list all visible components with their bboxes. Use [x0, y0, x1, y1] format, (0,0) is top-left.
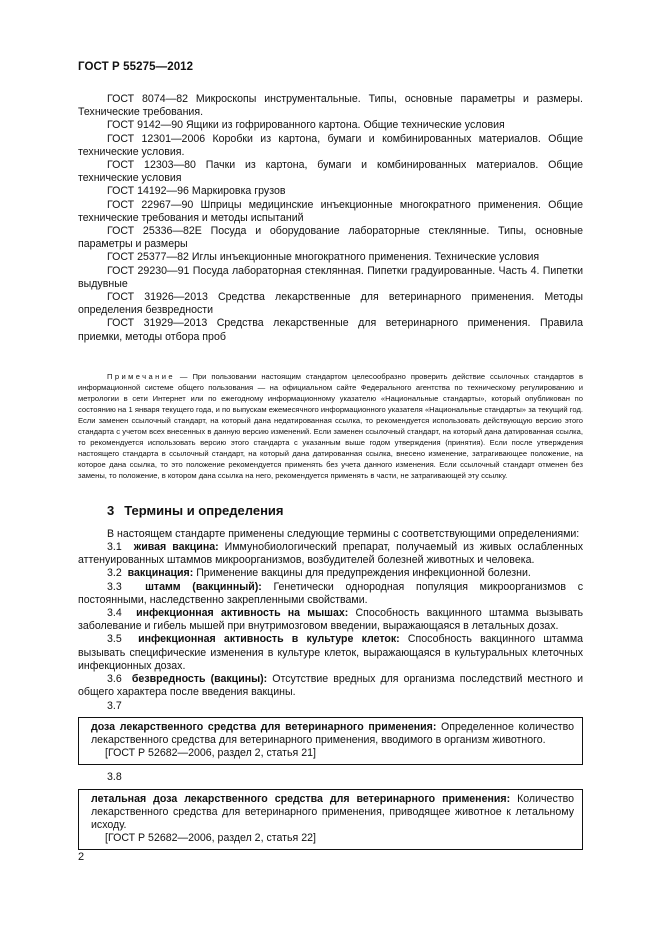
reference-item: ГОСТ 31929—2013 Средства лекарственные для ветеринарного применения. Правила приемки, методы отбора проб — [78, 317, 583, 343]
term-number: 3.4 — [107, 607, 122, 620]
page-content — [78, 93, 583, 856]
term-name: доза лекарственного средства для ветеринарного применения: — [91, 720, 437, 733]
reference-item: ГОСТ 31926—2013 Средства лекарственные для ветеринарного применения. Методы определения безвредности — [78, 291, 583, 317]
term-name: штамм (вакцинный): — [145, 580, 262, 593]
term-number: 3.1 — [107, 541, 122, 554]
term-definition: Иммунобиологический препарат, получаемый из живых ослабленных аттенуированных штаммов микроорганизмов, возбудителей болезней животных и человека. — [78, 541, 583, 567]
boxed-term-number: 3.8 — [107, 771, 122, 784]
term-definition: Применение вакцины для предупреждения инфекционной болезни. — [193, 567, 531, 580]
term-source: [ГОСТ Р 52682—2006, раздел 2, статья 22] — [105, 832, 316, 845]
term-definition: Генетически однородная популяция микроорганизмов с постоянными, наследственно закрепленными свойствами. — [78, 580, 583, 606]
section-heading — [107, 503, 583, 518]
term-name: живая вакцина: — [133, 541, 219, 554]
boxed-term — [78, 789, 583, 851]
reference-item: ГОСТ 12303—80 Пачки из картона, бумаги и комбинированных материалов. Общие технические условия — [78, 159, 583, 185]
term-definition: Количество лекарственного средства для ветеринарного применения, приводящее животное к летальному исходу. — [91, 792, 574, 831]
section-intro: В настоящем стандарте применены следующие термины с соответствующими определениями: — [107, 527, 580, 540]
note-label: Примечание — [107, 371, 175, 381]
term-source: [ГОСТ Р 52682—2006, раздел 2, статья 21] — [105, 747, 316, 760]
boxed-term-text — [91, 721, 574, 747]
term-name: безвредность (вакцины): — [131, 673, 268, 686]
boxed-term-text — [91, 793, 574, 833]
normative-references-list — [78, 93, 583, 344]
term-number: 3.2 — [107, 567, 122, 580]
boxed-term — [78, 717, 583, 766]
page-number: 2 — [78, 851, 85, 863]
reference-item: ГОСТ 8074—82 Микроскопы инструментальные. Типы, основные параметры и размеры. Технические требования. — [78, 93, 583, 119]
term-definition: Определенное количество лекарственного средства для ветеринарного применения, вводимого в организм животного. — [91, 720, 574, 746]
term-name: инфекционная активность на мышах: — [136, 607, 349, 620]
term-entry — [78, 607, 583, 633]
reference-item: ГОСТ 25336—82Е Посуда и оборудование лабораторные стеклянные. Типы, основные параметры и размеры — [78, 225, 583, 251]
reference-item: ГОСТ 29230—91 Посуда лабораторная стеклянная. Пипетки градуированные. Часть 4. Пипетки выдувные — [78, 264, 583, 290]
reference-item: ГОСТ 9142—90 Ящики из гофрированного картона. Общие технические условия — [107, 119, 505, 132]
term-name: инфекционная активность в культуре клеток: — [138, 633, 400, 646]
reference-item: ГОСТ 22967—90 Шприцы медицинские инъекционные многократного применения. Общие технические требования и методы испытаний — [78, 198, 583, 224]
term-entry — [78, 541, 583, 567]
term-definition: Способность вакцинного штамма вызывать специфические изменения в культуре клеток, выражающаяся в культуральных клеточных инфекционных дозах. — [78, 633, 584, 672]
section-title: Термины и определения — [124, 502, 284, 518]
term-number: 3.3 — [107, 580, 122, 593]
term-number: 3.5 — [107, 633, 122, 646]
term-definition: Отсутствие вредных для организма последствий местного и общего характера после введения вакцины. — [78, 673, 584, 699]
term-name: вакцинация: — [127, 567, 194, 580]
reference-item: ГОСТ 12301—2006 Коробки из картона, бумаги и комбинированных материалов. Общие технические условия. — [78, 132, 583, 158]
note-paragraph — [78, 371, 583, 481]
reference-item: ГОСТ 14192—96 Маркировка грузов — [107, 185, 286, 198]
term-entry — [78, 581, 583, 607]
boxed-term-number: 3.7 — [107, 699, 122, 712]
term-entry — [78, 633, 583, 673]
term-definition: Способность вакцинного штамма вызывать заболевание и гибель мышей при внутримозговом введении, выражающаяся в летальных дозах. — [78, 607, 583, 633]
term-name: летальная доза лекарственного средства для ветеринарного применения: — [91, 792, 511, 805]
reference-item: ГОСТ 25377—82 Иглы инъекционные многократного применения. Технические условия — [107, 251, 540, 264]
term-entry — [78, 673, 583, 699]
note-text: — При пользовании настоящим стандартом целесообразно проверить действие ссылочных стандартов в информационной системе общего пользования — на официальном сайте Федерального агентства по техническому регулированию и метрологии в сети Интернет или по ежегодному информационному указателю «Национальные стандарты», который опубликован по состоянию на 1 января текущего года, и по выпускам ежемесячного информационного указателя «Национальные стандарты» за текущий год. Если заменен ссылочный стандарт, на который дана недатированная ссылка, то рекомендуется использовать действующую версию этого стандарта с учетом всех внесенных в данную версию изменений. Если заменен ссылочный стандарт, на который дана датированная ссылка, то рекомендуется использовать версию этого стандарта с указанным выше годом утверждения (принятия). Если после утверждения настоящего стандарта в ссылочный стандарт, на который дана датированная ссылка, внесено изменение, затрагивающее положение, на которое дана ссылка, то это положение рекомендуется применять без учета данного изменения. Если ссылочный стандарт отменен без замены, то положение, в котором дана ссылка на него, рекомендуется применять в части, не затрагивающей эту ссылку. — [78, 371, 583, 480]
term-entry — [78, 567, 583, 580]
document-header: ГОСТ Р 55275—2012 — [78, 61, 194, 73]
term-number: 3.6 — [107, 673, 122, 686]
section-number: 3 — [107, 502, 115, 518]
